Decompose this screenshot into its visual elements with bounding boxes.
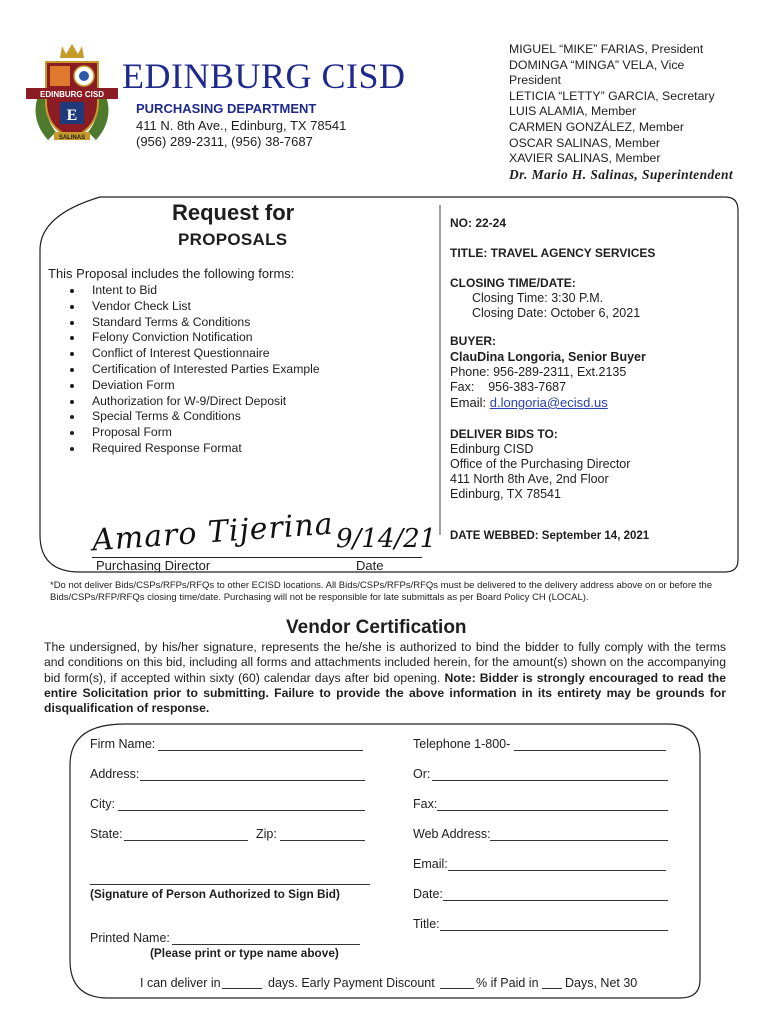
city-input[interactable] xyxy=(118,810,365,811)
state-input[interactable] xyxy=(124,840,248,841)
list-item: • Special Terms & Conditions xyxy=(84,409,414,425)
board-member: LUIS ALAMIA, Member xyxy=(509,104,637,119)
paid-in-label: % if Paid in xyxy=(476,976,539,990)
buyer-email-link[interactable]: d.longoria@ecisd.us xyxy=(489,395,608,410)
deliver-heading: DELIVER BIDS TO: xyxy=(450,427,558,441)
board-member: President xyxy=(509,73,561,88)
deliver-in-label: I can deliver in xyxy=(140,976,221,990)
board-member: XAVIER SALINAS, Member xyxy=(509,151,661,166)
or-input[interactable] xyxy=(432,780,668,781)
vendor-certification-heading: Vendor Certification xyxy=(286,617,467,638)
delivery-notice: *Do not deliver Bids/CSPs/RFPs/RFQs to other ECISD locations. All Bids/CSPs/RFPs/RFQs must be delivered to the delivery address above on or before the Bids/CSPs/RFP/RFQs closing time/date. Purchasing will not be responsible for late submittals as per Board Policy CH (LOCAL). xyxy=(50,580,713,603)
signature-input[interactable] xyxy=(90,884,370,885)
deliver-line: Edinburg, TX 78541 xyxy=(450,487,561,501)
list-item: • Felony Conviction Notification xyxy=(84,330,414,346)
board-member: CARMEN GONZÁLEZ, Member xyxy=(509,119,684,134)
rfp-subtitle: PROPOSALS xyxy=(178,230,288,249)
rfp-number: NO: 22-24 xyxy=(450,216,507,230)
date-field-label: Date: xyxy=(413,887,443,901)
signature-date: 9/14/21 xyxy=(336,524,437,554)
email-input[interactable] xyxy=(448,870,666,871)
board-member: OSCAR SALINAS, Member xyxy=(509,135,661,150)
firm-name-input[interactable] xyxy=(158,750,363,751)
net-terms-label: Days, Net 30 xyxy=(565,976,638,990)
board-member: DOMINGA “MINGA” VELA, Vice xyxy=(509,57,685,72)
early-payment-label: days. Early Payment Discount xyxy=(268,976,435,990)
address-label: Address: xyxy=(90,767,140,781)
state-label: State: xyxy=(90,827,123,841)
zip-label: Zip: xyxy=(256,827,277,841)
fax-input[interactable] xyxy=(437,810,668,811)
buyer-fax: Fax: 956-383-7687 xyxy=(450,380,567,394)
closing-time: Closing Time: 3:30 P.M. xyxy=(472,291,604,305)
telephone-label: Telephone 1-800- xyxy=(413,737,511,751)
buyer-name: ClauDina Longoria, Senior Buyer xyxy=(450,350,646,364)
list-item: • Authorization for W-9/Direct Deposit xyxy=(84,394,414,410)
forms-intro: This Proposal includes the following forms: xyxy=(48,266,295,281)
department-phones: (956) 289-2311, (956) 38-7687 xyxy=(136,134,313,149)
logo-bottom-text: SALINAS xyxy=(58,135,86,141)
signature-label: (Signature of Person Authorized to Sign Bid) xyxy=(90,887,340,901)
deliver-line: 411 North 8th Ave, 2nd Floor xyxy=(450,472,609,486)
rfp-title-field: TITLE: TRAVEL AGENCY SERVICES xyxy=(450,246,656,260)
deliver-line: Edinburg CISD xyxy=(450,442,534,456)
department-name: PURCHASING DEPARTMENT xyxy=(136,101,317,116)
telephone-input[interactable] xyxy=(514,750,666,751)
or-label: Or: xyxy=(413,767,431,781)
director-signature: Amaro Tijerina xyxy=(91,506,335,559)
list-item: • Conflict of Interest Questionnaire xyxy=(84,346,414,362)
date-input[interactable] xyxy=(443,900,668,901)
buyer-heading: BUYER: xyxy=(450,334,497,348)
deliver-days-input[interactable] xyxy=(222,988,262,989)
deliver-line: Office of the Purchasing Director xyxy=(450,457,631,471)
board-member: MIGUEL “MIKE” FARIAS, President xyxy=(509,42,704,56)
rfp-title: Request for xyxy=(172,200,295,225)
zip-input[interactable] xyxy=(280,840,365,841)
buyer-email-label: Email: xyxy=(450,395,490,410)
list-item: • Proposal Form xyxy=(84,425,414,441)
purchasing-director-label: Purchasing Director xyxy=(96,558,211,573)
address-input[interactable] xyxy=(140,780,365,781)
list-item: • Deviation Form xyxy=(84,378,414,394)
date-webbed: DATE WEBBED: September 14, 2021 xyxy=(450,530,650,542)
buyer-phone: Phone: 956-289-2311, Ext.2135 xyxy=(450,365,627,379)
printed-name-label: Printed Name: xyxy=(90,931,170,945)
printed-name-input[interactable] xyxy=(172,944,360,945)
certification-note: Note: Bidder is strongly encouraged to read the entire Solicitation prior to submitting. Failure to provide the above information in its entirety may be grounds for disqualification of response. xyxy=(44,670,726,716)
list-item: • Intent to Bid xyxy=(84,283,414,299)
discount-input[interactable] xyxy=(440,988,474,989)
department-address: 411 N. 8th Ave., Edinburg, TX 78541 xyxy=(136,118,347,133)
closing-heading: CLOSING TIME/DATE: xyxy=(450,276,576,290)
city-label: City: xyxy=(90,797,115,811)
logo-banner-text: EDINBURG CISD xyxy=(39,90,105,99)
closing-date: Closing Date: October 6, 2021 xyxy=(472,306,641,320)
web-address-label: Web Address: xyxy=(413,827,491,841)
list-item: • Required Response Format xyxy=(84,441,414,457)
district-name: EDINBURG CISD xyxy=(122,56,406,96)
certification-paragraph: The undersigned, by his/her signature, represents the he/she is authorized to bind the bidder to fully comply with the terms and conditions on this bid, including all forms and attachments included herein, for the amount(s) shown on the accompanying bid form(s), if accepted within sixty (60) calendar days after bid opening. xyxy=(44,640,726,685)
svg-text:E: E xyxy=(66,107,78,124)
title-input[interactable] xyxy=(440,930,668,931)
superintendent: Dr. Mario H. Salinas, Superintendent xyxy=(509,167,734,182)
print-note: (Please print or type name above) xyxy=(150,946,339,960)
email-label: Email: xyxy=(413,857,448,871)
fax-label: Fax: xyxy=(413,797,438,811)
board-member: LETICIA “LETTY” GARCIA, Secretary xyxy=(509,88,715,103)
firm-name-label: Firm Name: xyxy=(90,737,156,751)
list-item: • Standard Terms & Conditions xyxy=(84,315,414,331)
list-item: • Vendor Check List xyxy=(84,299,414,315)
web-address-input[interactable] xyxy=(490,840,668,841)
paid-days-input[interactable] xyxy=(542,988,562,989)
list-item: • Certification of Interested Parties Example xyxy=(84,362,414,378)
date-label: Date xyxy=(356,558,384,573)
title-label: Title: xyxy=(413,917,440,931)
